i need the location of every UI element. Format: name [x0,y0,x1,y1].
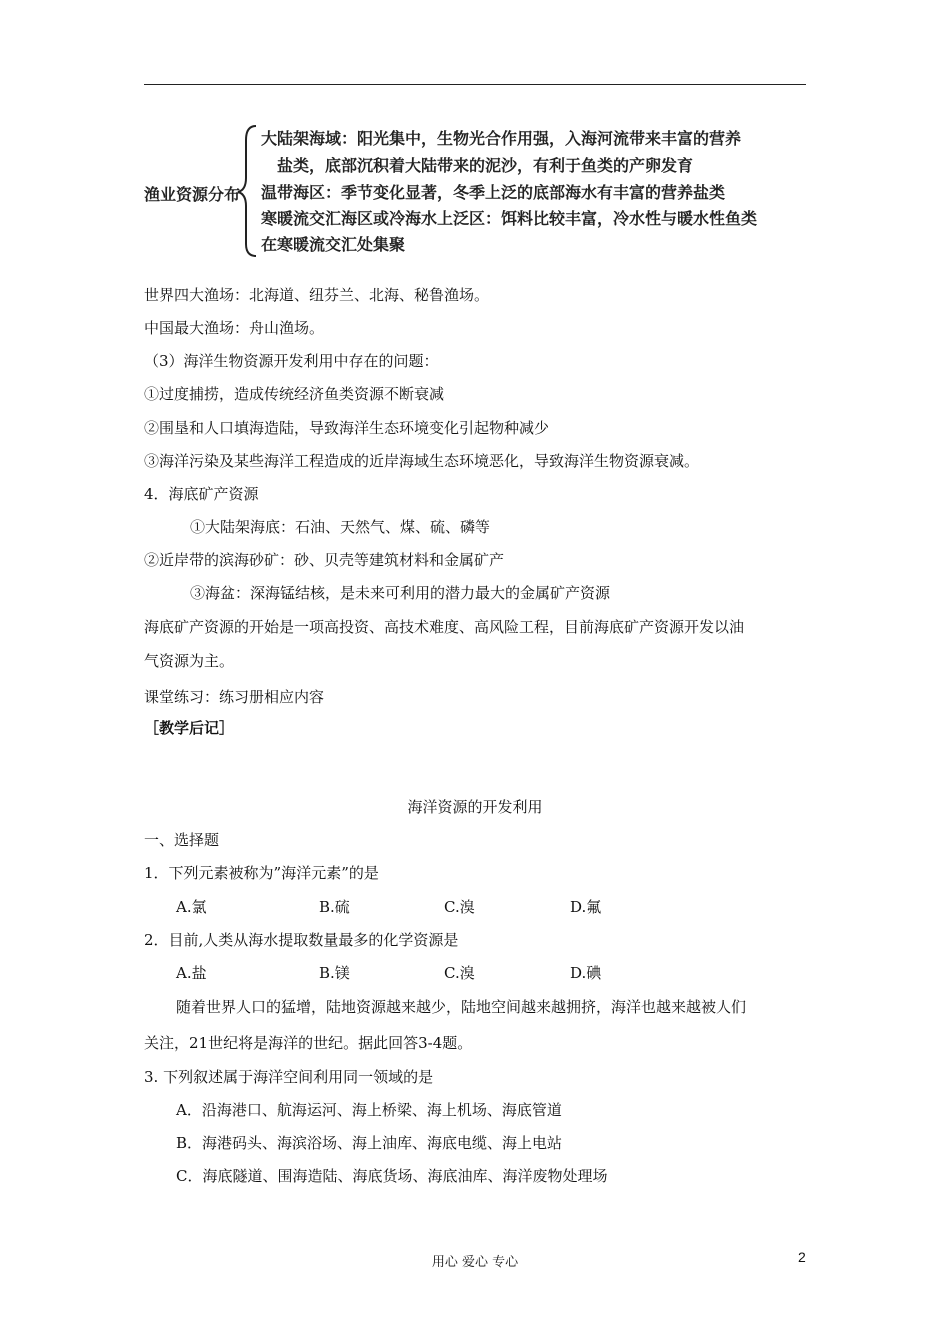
q2-option-b: B.镁 [319,964,350,982]
text-problem-3: ③海洋污染及某些海洋工程造成的近岸海域生态环境恶化，导致海洋生物资源衰减。 [144,452,700,470]
figure-line-1: 大陆架海域：阳光集中，生物光合作用强，入海河流带来丰富的营养 [261,129,742,148]
question-2: 2．目前,人类从海水提取数量最多的化学资源是 [144,931,459,949]
text-problems-heading: （3）海洋生物资源开发利用中存在的问题： [144,352,439,370]
figure-line-5: 在寒暖流交汇处集聚 [261,235,406,254]
brace-icon [236,120,260,260]
text-mineral-1: ①大陆架海底：石油、天然气、煤、硫、磷等 [190,518,491,536]
figure-label: 渔业资源分布 [144,185,241,204]
text-mineral-3: ③海盆：深海锰结核，是未来可利用的潜力最大的金属矿产资源 [190,584,611,602]
section-heading: 一、选择题 [144,831,220,849]
q1-option-b: B.硫 [319,898,350,916]
q1-option-a: A.氯 [176,898,207,916]
text-china-fishing-ground: 中国最大渔场：舟山渔场。 [144,319,325,337]
q1-option-d: D.氟 [570,898,602,916]
q3-option-b: B．海港码头、海滨浴场、海上油库、海底电缆、海上电站 [176,1134,563,1152]
text-classwork: 课堂练习：练习册相应内容 [144,688,325,706]
figure-line-4: 寒暖流交汇海区或冷海水上泛区：饵料比较丰富，冷水性与暖水性鱼类 [261,209,758,228]
exercise-title: 海洋资源的开发利用 [407,798,543,816]
q2-option-c: C.溴 [444,964,475,982]
question-3: 3. 下列叙述属于海洋空间利用同一领域的是 [144,1068,434,1086]
question-1: 1．下列元素被称为”海洋元素”的是 [144,864,379,882]
q2-option-d: D.碘 [570,964,602,982]
passage-line-2: 关注，21世纪将是海洋的世纪。据此回答3-4题。 [144,1034,473,1052]
text-teaching-notes: ［教学后记］ [144,719,235,737]
text-summary-line-1: 海底矿产资源的开始是一项高投资、高技术难度、高风险工程，目前海底矿产资源开发以油 [144,618,745,636]
text-summary-line-2: 气资源为主。 [144,652,235,670]
text-problem-1: ①过度捕捞，造成传统经济鱼类资源不断衰减 [144,385,445,403]
header-rule [144,84,806,85]
q3-option-c: C．海底隧道、围海造陆、海底货场、海底油库、海洋废物处理场 [176,1167,608,1185]
text-mineral-2: ②近岸带的滨海砂矿：砂、贝壳等建筑材料和金属矿产 [144,551,505,569]
text-seabed-minerals-heading: 4．海底矿产资源 [144,485,259,503]
figure-line-3: 温带海区：季节变化显著，冬季上泛的底部海水有丰富的营养盐类 [261,183,726,202]
passage-line-1: 随着世界人口的猛增，陆地资源越来越少，陆地空间越来越拥挤，海洋也越来越被人们 [176,998,747,1016]
fishery-distribution-figure [144,120,806,260]
text-problem-2: ②围垦和人口填海造陆，导致海洋生态环境变化引起物种减少 [144,419,550,437]
q2-option-a: A.盐 [176,964,207,982]
figure-line-2: 盐类，底部沉积着大陆带来的泥沙，有利于鱼类的产卵发育 [277,156,694,175]
page-footer: 用心 爱心 专心 [431,1255,519,1270]
q1-option-c: C.溴 [444,898,475,916]
q3-option-a: A．沿海港口、航海运河、海上桥梁、海上机场、海底管道 [176,1101,562,1119]
text-fishing-grounds: 世界四大渔场：北海道、纽芬兰、北海、秘鲁渔场。 [144,286,490,304]
page-number: 2 [798,1249,806,1265]
